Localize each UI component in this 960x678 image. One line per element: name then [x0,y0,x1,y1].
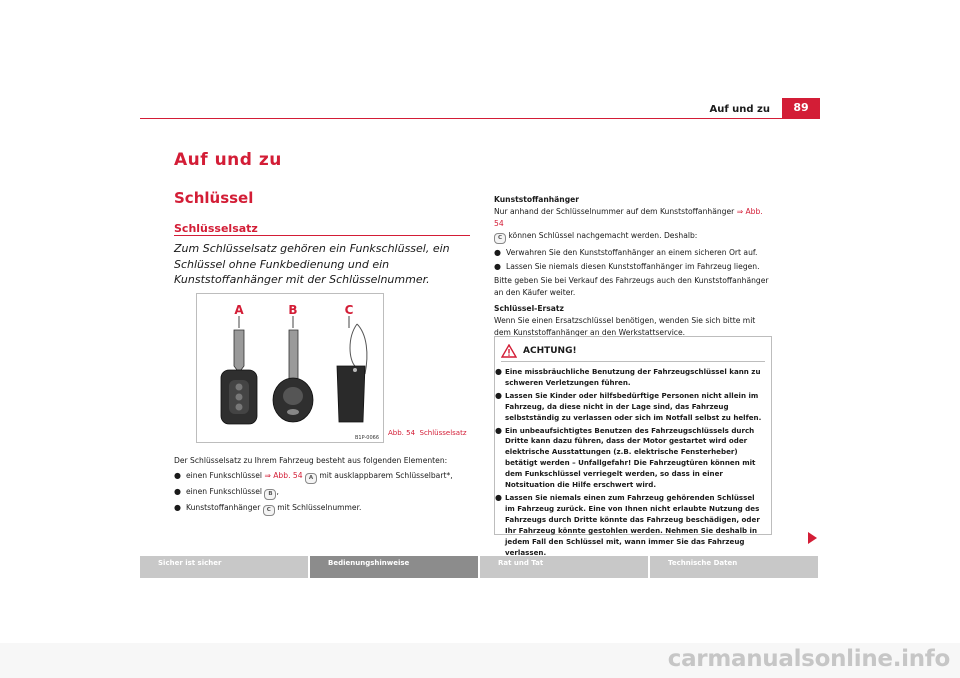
bullet-icon: ● [174,503,181,512]
figure-caption-number: Abb. 54 [388,429,416,437]
key-c-marker: C [263,505,275,516]
right-body-text [494,190,770,342]
footer-tab-advice[interactable]: Rat und Tat [480,556,648,578]
sale-paragraph: Bitte geben Sie bei Verkauf des Fahrzeugs auch den Kunststoffanhänger an den Käufer weiter. [494,276,769,297]
list-item: ● einen Funkschlüssel ⇒ Abb. 54 A mit ausklappbarem Schlüsselbart*, [174,470,474,484]
left-body-text [174,455,474,518]
replacement-paragraph: Wenn Sie einen Ersatzschlüssel benötigen, wenden Sie sich bitte mit dem Kunststoffanhänger an den Werkstattservice. [494,316,756,337]
figure-link[interactable]: ⇒ Abb. 54 [494,207,763,228]
bullet-icon: ● [174,471,181,480]
list-item: ● Verwahren Sie den Kunststoffanhänger an einem sicheren Ort auf. [494,248,758,257]
page-number-badge: 89 [782,98,820,118]
next-page-arrow-icon[interactable] [808,532,817,544]
warning-triangle-icon [501,344,517,358]
warning-title: ACHTUNG! [523,346,577,356]
figure-code: B1P-0066 [354,435,379,441]
subsection-title: Schlüsselsatz [174,222,258,235]
bullet-icon: ● [495,390,502,400]
intro-text: Zum Schlüsselsatz gehören ein Funkschlüssel, ein Schlüssel ohne Funkbedienung und ein Kunststoffanhänger mit der Schlüsselnummer. [174,242,450,286]
key-set-figure [196,293,384,443]
bullet-icon: ● [495,367,502,376]
footer-tab-operation[interactable]: Bedienungshinweise [310,556,478,578]
list-item: ● einen Funkschlüssel B , [174,486,474,500]
list-item: ● Lassen Sie Kinder oder hilfsbedürftige Personen nicht allein im Fahrzeug, da diese nicht in der Lage sind, das Fahrzeug selbstständig zu verlassen oder sich im Notfall selbst zu helfen. [495,390,762,422]
left-paragraph: Der Schlüsselsatz zu Ihrem Fahrzeug besteht aus folgenden Elementen: [174,456,448,465]
watermark-text: carmanualsonline.info [667,646,950,672]
key-set-illustration [197,294,383,442]
key-b-label: B [288,303,298,317]
chapter-title: Auf und zu [174,150,282,170]
list-item: ● Eine missbräuchliche Benutzung der Fahrzeugschlüssel kann zu schweren Verletzungen führen. [495,367,761,387]
warning-header [495,337,771,361]
section-title: Schlüssel [174,189,254,207]
warning-body [495,362,771,558]
key-a-marker: A [305,473,317,484]
bullet-icon: ● [495,492,502,502]
footer-tab-technical-data[interactable]: Technische Daten [650,556,818,578]
header-title: Auf und zu [709,104,770,115]
bullet-icon: ● [494,248,501,257]
bullet-icon: ● [495,425,502,435]
bullet-icon: ● [174,487,181,496]
header-rule [140,118,820,119]
subsection-rule [174,235,470,236]
list-item: ● Kunststoffanhänger C mit Schlüsselnummer. [174,502,474,516]
list-item: ● Lassen Sie niemals einen zum Fahrzeug gehörenden Schlüssel im Fahrzeug zurück. Eine von Ihnen nicht erlaubte Nutzung des Fahrzeugs durch Dritte könnte das Fahrzeug beschädigen, oder Ihr Fahrzeug könnte gestohlen werden. Nehmen Sie deshalb in jedem Fall den Schlüssel mit, wann immer Sie das Fahrzeug verlassen. [495,492,760,557]
list-item: ● Ein unbeaufsichtigtes Benutzen des Fahrzeugschlüssels durch Dritte kann dazu führen, dass der Motor gestartet wird oder elektrische Ausstattungen (z.B. elektrische Fensterheber) betätigt werden – Unfallgefahr! Die Fahrzeugtüren können mit dem Funkschlüssel verriegelt werden, so dass in einer Notsituation die Hilfe erschwert wird. [495,425,756,490]
key-a-label: A [234,303,244,317]
warning-box [494,336,772,557]
tag-c-label: C [344,303,354,317]
footer-nav [140,556,820,578]
subheading-tag: Kunststoffanhänger [494,195,580,204]
figure-link[interactable]: ⇒ Abb. 54 [264,471,303,480]
bullet-icon: ● [494,262,501,271]
figure-caption [388,429,467,437]
watermark-band [0,643,960,678]
tag-paragraph: Nur anhand der Schlüsselnummer auf dem Kunststoffanhänger ⇒ Abb. 54 C können Schlüssel nachgemacht werden. Deshalb: [494,206,770,244]
key-b-marker: B [264,489,276,500]
key-c-marker: C [494,233,506,244]
footer-tab-safety[interactable]: Sicher ist sicher [140,556,308,578]
subheading-replacement: Schlüssel-Ersatz [494,304,564,313]
figure-caption-text: Schlüsselsatz [419,429,467,437]
list-item: ● Lassen Sie niemals diesen Kunststoffanhänger im Fahrzeug liegen. [494,262,760,271]
